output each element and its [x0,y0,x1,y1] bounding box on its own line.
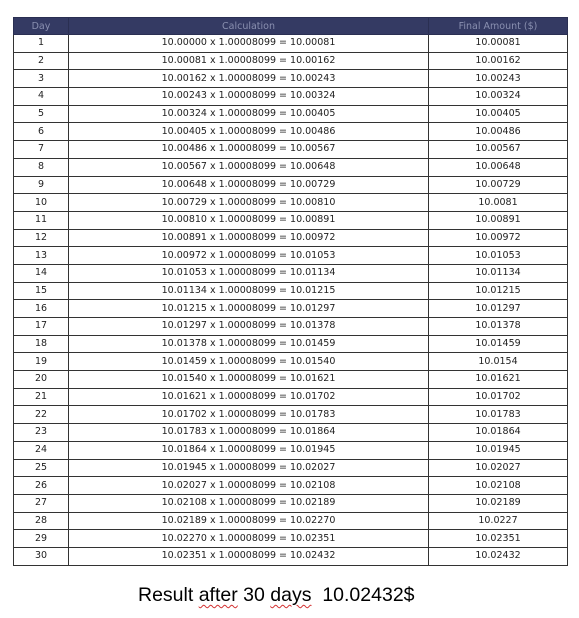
cell-final-amount: 10.00324 [429,88,568,106]
cell-calculation: 10.00729 x 1.00008099 = 10.00810 [69,194,429,212]
table-row [14,494,568,512]
table-row [14,211,568,229]
cell-day: 2 [14,52,69,70]
cell-calculation: 10.02108 x 1.00008099 = 10.02189 [69,494,429,512]
cell-final-amount: 10.02351 [429,530,568,548]
table-row [14,264,568,282]
cell-day: 18 [14,335,69,353]
header-calculation: Calculation [69,18,429,35]
table-row [14,424,568,442]
header-day: Day [14,18,69,35]
cell-calculation: 10.01783 x 1.00008099 = 10.01864 [69,424,429,442]
cell-calculation: 10.02270 x 1.00008099 = 10.02351 [69,530,429,548]
table-row [14,123,568,141]
cell-day: 10 [14,194,69,212]
cell-calculation: 10.01864 x 1.00008099 = 10.01945 [69,441,429,459]
cell-calculation: 10.01053 x 1.00008099 = 10.01134 [69,264,429,282]
header-final-amount: Final Amount ($) [429,18,568,35]
table-row [14,335,568,353]
cell-day: 27 [14,494,69,512]
cell-day: 6 [14,123,69,141]
cell-day: 19 [14,353,69,371]
table-row [14,247,568,265]
table-row [14,512,568,530]
cell-final-amount: 10.01215 [429,282,568,300]
cell-day: 1 [14,35,69,53]
table-body [14,35,568,566]
cell-final-amount: 10.01378 [429,318,568,336]
cell-final-amount: 10.01783 [429,406,568,424]
cell-day: 29 [14,530,69,548]
cell-final-amount: 10.00729 [429,176,568,194]
table-row [14,194,568,212]
cell-day: 17 [14,318,69,336]
cell-calculation: 10.01378 x 1.00008099 = 10.01459 [69,335,429,353]
cell-calculation: 10.00648 x 1.00008099 = 10.00729 [69,176,429,194]
cell-day: 7 [14,141,69,159]
calculation-sheet [13,17,567,566]
cell-final-amount: 10.0081 [429,194,568,212]
table-row [14,176,568,194]
header-row [14,18,568,35]
cell-final-amount: 10.00972 [429,229,568,247]
cell-calculation: 10.00810 x 1.00008099 = 10.00891 [69,211,429,229]
cell-calculation: 10.00891 x 1.00008099 = 10.00972 [69,229,429,247]
cell-day: 12 [14,229,69,247]
table-row [14,35,568,53]
cell-calculation: 10.00486 x 1.00008099 = 10.00567 [69,141,429,159]
cell-calculation: 10.02027 x 1.00008099 = 10.02108 [69,477,429,495]
cell-calculation: 10.01215 x 1.00008099 = 10.01297 [69,300,429,318]
table-row [14,70,568,88]
cell-final-amount: 10.0227 [429,512,568,530]
cell-calculation: 10.00972 x 1.00008099 = 10.01053 [69,247,429,265]
cell-calculation: 10.01459 x 1.00008099 = 10.01540 [69,353,429,371]
cell-day: 15 [14,282,69,300]
table-row [14,388,568,406]
cell-final-amount: 10.01945 [429,441,568,459]
cell-day: 14 [14,264,69,282]
cell-day: 3 [14,70,69,88]
result-word-after: after [198,584,238,606]
table-row [14,459,568,477]
result-word-30: 30 [243,584,265,606]
cell-day: 13 [14,247,69,265]
cell-calculation: 10.01134 x 1.00008099 = 10.01215 [69,282,429,300]
cell-calculation: 10.00243 x 1.00008099 = 10.00324 [69,88,429,106]
table-row [14,353,568,371]
cell-calculation: 10.00162 x 1.00008099 = 10.00243 [69,70,429,88]
cell-final-amount: 10.01134 [429,264,568,282]
cell-final-amount: 10.00567 [429,141,568,159]
cell-calculation: 10.02189 x 1.00008099 = 10.02270 [69,512,429,530]
table-row [14,141,568,159]
cell-final-amount: 10.0154 [429,353,568,371]
cell-day: 21 [14,388,69,406]
cell-day: 5 [14,105,69,123]
cell-final-amount: 10.01297 [429,300,568,318]
cell-calculation: 10.00405 x 1.00008099 = 10.00486 [69,123,429,141]
cell-day: 20 [14,371,69,389]
result-word: Result [138,584,194,606]
cell-final-amount: 10.00648 [429,158,568,176]
cell-calculation: 10.01540 x 1.00008099 = 10.01621 [69,371,429,389]
table-row [14,441,568,459]
cell-calculation: 10.00567 x 1.00008099 = 10.00648 [69,158,429,176]
cell-calculation: 10.00000 x 1.00008099 = 10.00081 [69,35,429,53]
cell-day: 4 [14,88,69,106]
cell-final-amount: 10.00081 [429,35,568,53]
table-row [14,300,568,318]
cell-day: 8 [14,158,69,176]
table-row [14,229,568,247]
table-row [14,52,568,70]
cell-final-amount: 10.02108 [429,477,568,495]
cell-day: 9 [14,176,69,194]
table-row [14,371,568,389]
cell-final-amount: 10.00486 [429,123,568,141]
cell-day: 26 [14,477,69,495]
cell-day: 24 [14,441,69,459]
cell-calculation: 10.00081 x 1.00008099 = 10.00162 [69,52,429,70]
cell-day: 30 [14,547,69,565]
result-amount: 10.02432$ [322,584,415,606]
table-row [14,318,568,336]
table-row [14,88,568,106]
cell-day: 16 [14,300,69,318]
cell-final-amount: 10.02027 [429,459,568,477]
cell-final-amount: 10.00162 [429,52,568,70]
cell-final-amount: 10.00405 [429,105,568,123]
table-row [14,282,568,300]
cell-final-amount: 10.01702 [429,388,568,406]
table-row [14,105,568,123]
cell-calculation: 10.01621 x 1.00008099 = 10.01702 [69,388,429,406]
table-row [14,406,568,424]
cell-final-amount: 10.02432 [429,547,568,565]
table-row [14,530,568,548]
table-row [14,477,568,495]
cell-day: 11 [14,211,69,229]
cell-final-amount: 10.01621 [429,371,568,389]
cell-final-amount: 10.01053 [429,247,568,265]
cell-day: 25 [14,459,69,477]
cell-day: 22 [14,406,69,424]
cell-calculation: 10.00324 x 1.00008099 = 10.00405 [69,105,429,123]
cell-final-amount: 10.01459 [429,335,568,353]
table-row [14,547,568,565]
compound-interest-table [13,17,568,566]
cell-final-amount: 10.00243 [429,70,568,88]
cell-calculation: 10.01297 x 1.00008099 = 10.01378 [69,318,429,336]
cell-calculation: 10.01945 x 1.00008099 = 10.02027 [69,459,429,477]
result-word-days: days [270,584,312,606]
cell-final-amount: 10.01864 [429,424,568,442]
cell-day: 23 [14,424,69,442]
result-line [138,584,415,607]
cell-calculation: 10.02351 x 1.00008099 = 10.02432 [69,547,429,565]
cell-day: 28 [14,512,69,530]
cell-final-amount: 10.02189 [429,494,568,512]
table-row [14,158,568,176]
cell-calculation: 10.01702 x 1.00008099 = 10.01783 [69,406,429,424]
cell-final-amount: 10.00891 [429,211,568,229]
